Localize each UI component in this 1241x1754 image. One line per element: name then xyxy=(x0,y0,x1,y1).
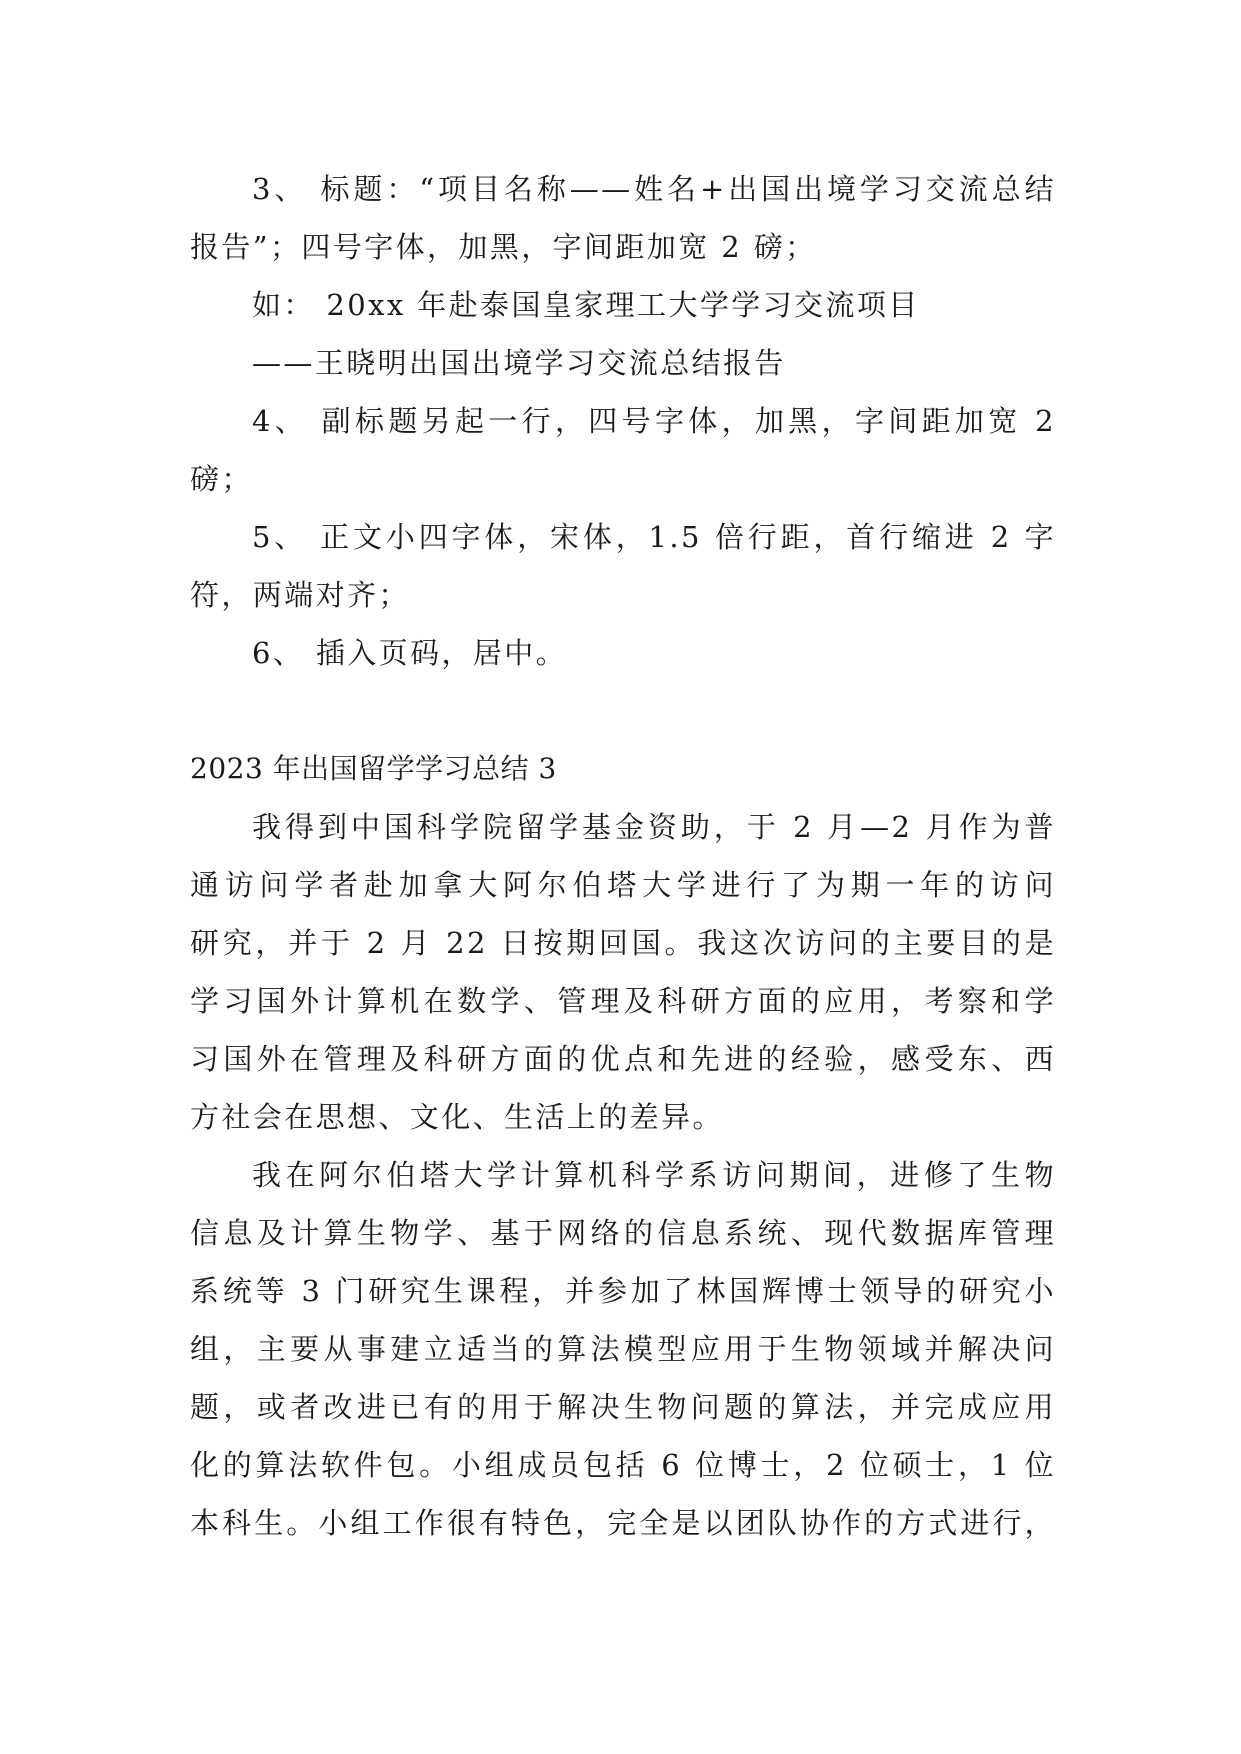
text-line: ——王晓明出国出境学习交流总结报告 xyxy=(252,346,786,380)
text-line: 题，或者改进已有的用于解决生物问题的算法，并完成应用 xyxy=(190,1390,1056,1424)
text-line: 学习国外计算机在数学、管理及科研方面的应用，考察和学 xyxy=(190,984,1056,1018)
paragraph-visit-purpose xyxy=(190,798,1056,1146)
text-line: 报告”；四号字体，加黑，字间距加宽 2 磅； xyxy=(190,230,817,264)
text-line: 我在阿尔伯塔大学计算机科学系访问期间，进修了生物 xyxy=(252,1158,1056,1192)
text-line: 系统等 3 门研究生课程，并参加了林国辉博士领导的研究小 xyxy=(190,1274,1056,1308)
text-line: 我得到中国科学院留学基金资助，于 2 月—2 月作为普 xyxy=(252,810,1056,844)
text-line: 研究，并于 2 月 22 日按期回国。我这次访问的主要目的是 xyxy=(190,926,1056,960)
text-line: 通访问学者赴加拿大阿尔伯塔大学进行了为期一年的访问 xyxy=(190,868,1056,902)
text-line: 信息及计算生物学、基于网络的信息系统、现代数据库管理 xyxy=(190,1216,1056,1250)
text-line: 5、 正文小四字体，宋体，1.5 倍行距，首行缩进 2 字 xyxy=(252,520,1056,554)
text-line: 3、 标题：“项目名称——姓名+出国出境学习交流总结 xyxy=(252,172,1056,206)
text-line: 符，两端对齐； xyxy=(190,578,410,612)
text-line: 磅； xyxy=(190,462,253,496)
list-item-4-subtitle-format xyxy=(190,392,1056,508)
list-item-5-body-format xyxy=(190,508,1056,624)
list-item-6-page-number xyxy=(190,624,1056,682)
paragraph-research-group xyxy=(190,1146,1056,1552)
text-line: 组，主要从事建立适当的算法模型应用于生物领域并解决问 xyxy=(190,1332,1056,1366)
list-item-3-title-format xyxy=(190,160,1056,276)
text-line: 本科生。小组工作很有特色，完全是以团队协作的方式进行， xyxy=(190,1506,1056,1540)
document-body xyxy=(190,160,1056,1552)
text-line: 如： 20xx 年赴泰国皇家理工大学学习交流项目 xyxy=(252,288,920,322)
text-line: 6、 插入页码，居中。 xyxy=(252,636,568,670)
text-line: 化的算法软件包。小组成员包括 6 位博士，2 位硕士，1 位 xyxy=(190,1448,1056,1482)
section-spacer xyxy=(190,682,1056,740)
section-heading: 2023 年出国留学学习总结 3 xyxy=(190,752,557,785)
text-line: 方社会在思想、文化、生活上的差异。 xyxy=(190,1100,724,1134)
list-item-title-example xyxy=(190,276,1056,392)
text-line: 4、 副标题另起一行，四号字体，加黑，字间距加宽 2 xyxy=(252,404,1056,438)
text-line: 习国外在管理及科研方面的优点和先进的经验，感受东、西 xyxy=(190,1042,1056,1076)
